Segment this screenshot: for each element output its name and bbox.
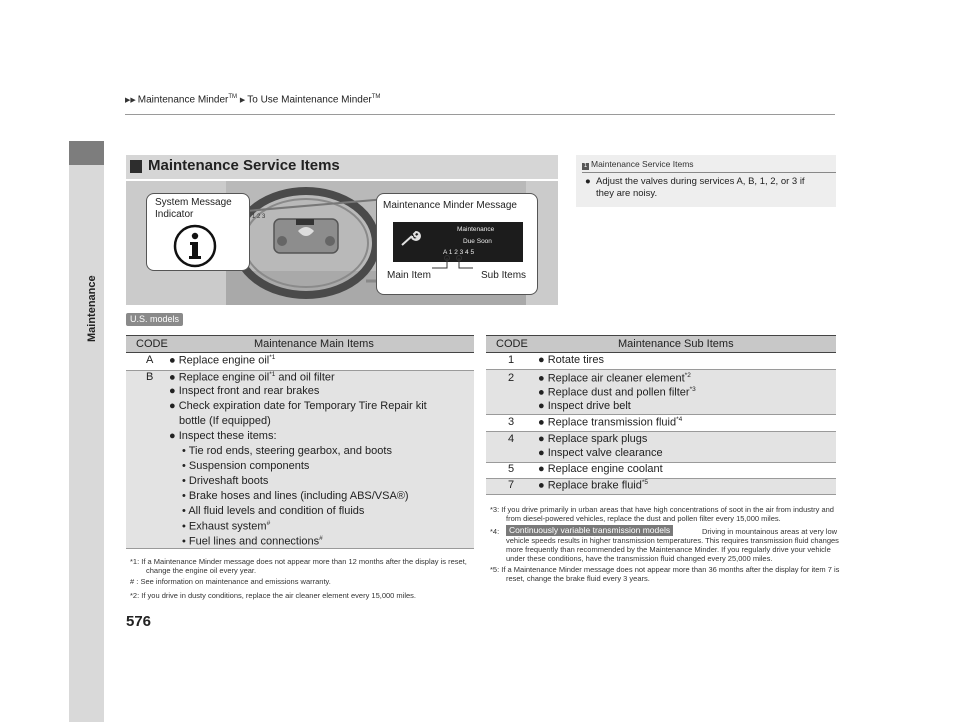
footnote-4-line4: under these conditions, have the transmission fluid changed every 25,000 miles. [506,554,773,563]
footnote-4-line2: vehicle speeds results in higher transmission temperatures. This requires transmission fluid changes [506,536,839,545]
cvt-models-badge: Continuously variable transmission models [506,525,673,536]
main-table-header [126,335,474,353]
note-line-1: Adjust the valves during services A, B, 1, 2, or 3 if [596,176,805,187]
table-row: A ● Replace engine oil$^{*1}$ [146,354,276,367]
breadcrumb-part2[interactable]: To Use Maintenance Minder [247,94,372,106]
system-message-label-2: Indicator [155,209,194,220]
footnote-3-cont: from diesel-powered vehicles, replace the dust and pollen filter every 15,000 miles. [506,514,781,523]
table-row: 1 ● Rotate tires [508,354,604,366]
breadcrumb-arrow-icon: ▶ [239,97,246,105]
breadcrumb: ▶▶ Maintenance Minder™ ▶ To Use Maintenance Minder™ [125,94,381,106]
breadcrumb-part1[interactable]: Maintenance Minder [137,94,229,106]
footnote-5: *5: If a Maintenance Minder message does not appear more than 36 months after the display for item 7 is [490,565,840,574]
dashboard-illustration [126,181,558,305]
sub-items-label: Sub Items [481,270,527,281]
page-number: 576 [126,613,152,630]
sub-items-header: Maintenance Sub Items [618,338,734,350]
note-rule [582,172,836,173]
svg-text:1 2 3: 1 2 3 [252,214,266,220]
footnote-5-cont: reset, change the brake fluid every 3 years. [506,574,650,583]
breadcrumb-arrow-icon: ▶▶ [125,97,136,105]
row-divider [486,494,836,495]
footnote-1-cont: change the engine oil every year. [146,566,257,575]
wrench-icon [399,230,423,248]
footnote-hash: # : See information on maintenance and emissions warranty. [130,577,331,586]
sub-table-header [486,335,836,353]
us-models-badge: U.S. models [126,313,183,326]
main-items-table [126,335,474,548]
note-heading: 1 Maintenance Service Items [583,159,694,169]
system-message-callout [146,193,250,271]
footnote-1: *1: If a Maintenance Minder message does not appear more than 12 months after the display is reset, [130,557,467,566]
section-square-icon [130,160,142,173]
display-subtitle: Due Soon [463,238,492,245]
minder-message-label: Maintenance Minder Message [383,200,517,211]
sub-code-header: CODE [496,338,528,350]
footnote-3: *3: If you drive primarily in urban areas that have high concentrations of soot in the air from industry and [490,505,834,514]
table-row: 3 ● Replace transmission fluid$^{*4}$ [508,416,683,429]
sub-items-table [486,335,836,495]
minder-message-callout [376,193,538,295]
table-row: 7 ● Replace brake fluid$^{*5}$ [486,479,836,494]
footnote-4-line1: Driving in mountainous areas at very low [702,527,838,536]
table-row: B ● Replace engine oil$^{*1}$ and oil filter ● Inspect front and rear brakes ● Check expiration date for Temporary Tire Repair kit bottle (If equipped) ● Inspect these items: • Tie rod ends, steering gearbox, and boots • Suspension components • Driveshaft boots • Brake hoses and lines (including ABS/VSA®) • All fluid levels and condition of fluids • Exhaust system# • Fuel lines and connections# [126,371,474,548]
display-title: Maintenance [457,226,495,233]
main-code-header: CODE [136,338,168,350]
row-divider [486,414,836,415]
main-item-label: Main Item [387,270,431,281]
section-heading [126,155,558,179]
table-row: 4 ● Replace spark plugs ● Inspect valve clearance [486,432,836,462]
section-title: Maintenance Service Items [148,157,340,174]
table-row: 5 ● Replace engine coolant [508,463,663,475]
side-tab-label: Maintenance [86,275,98,342]
table-row: 2 ● Replace air cleaner element$^{*2}$ ● Replace dust and pollen filter$^{*3}$ ● Inspect drive belt [486,370,836,414]
note-arrow-icon: 1 [583,163,588,169]
row-divider [126,548,474,549]
header-rule [125,114,835,115]
note-box [576,155,836,207]
footnote-2: *2: If you drive in dusty conditions, replace the air cleaner element every 15,000 miles. [130,591,417,600]
display-codes: A 1 2 3 4 5 [443,249,475,256]
main-items-header: Maintenance Main Items [254,338,374,350]
side-tab-block [69,141,104,165]
note-line-2: they are noisy. [596,188,658,199]
footnote-4-line3: more frequently than recommended by the Maintenance Minder. If you regularly drive your vehicle [506,545,831,554]
system-message-label-1: System Message [155,197,232,208]
note-body: ● Adjust the valves during services A, B, 1, 2, or 3 if they are noisy. [596,176,826,200]
footnote-4-mark: *4: [490,527,500,536]
info-icon [173,224,217,268]
